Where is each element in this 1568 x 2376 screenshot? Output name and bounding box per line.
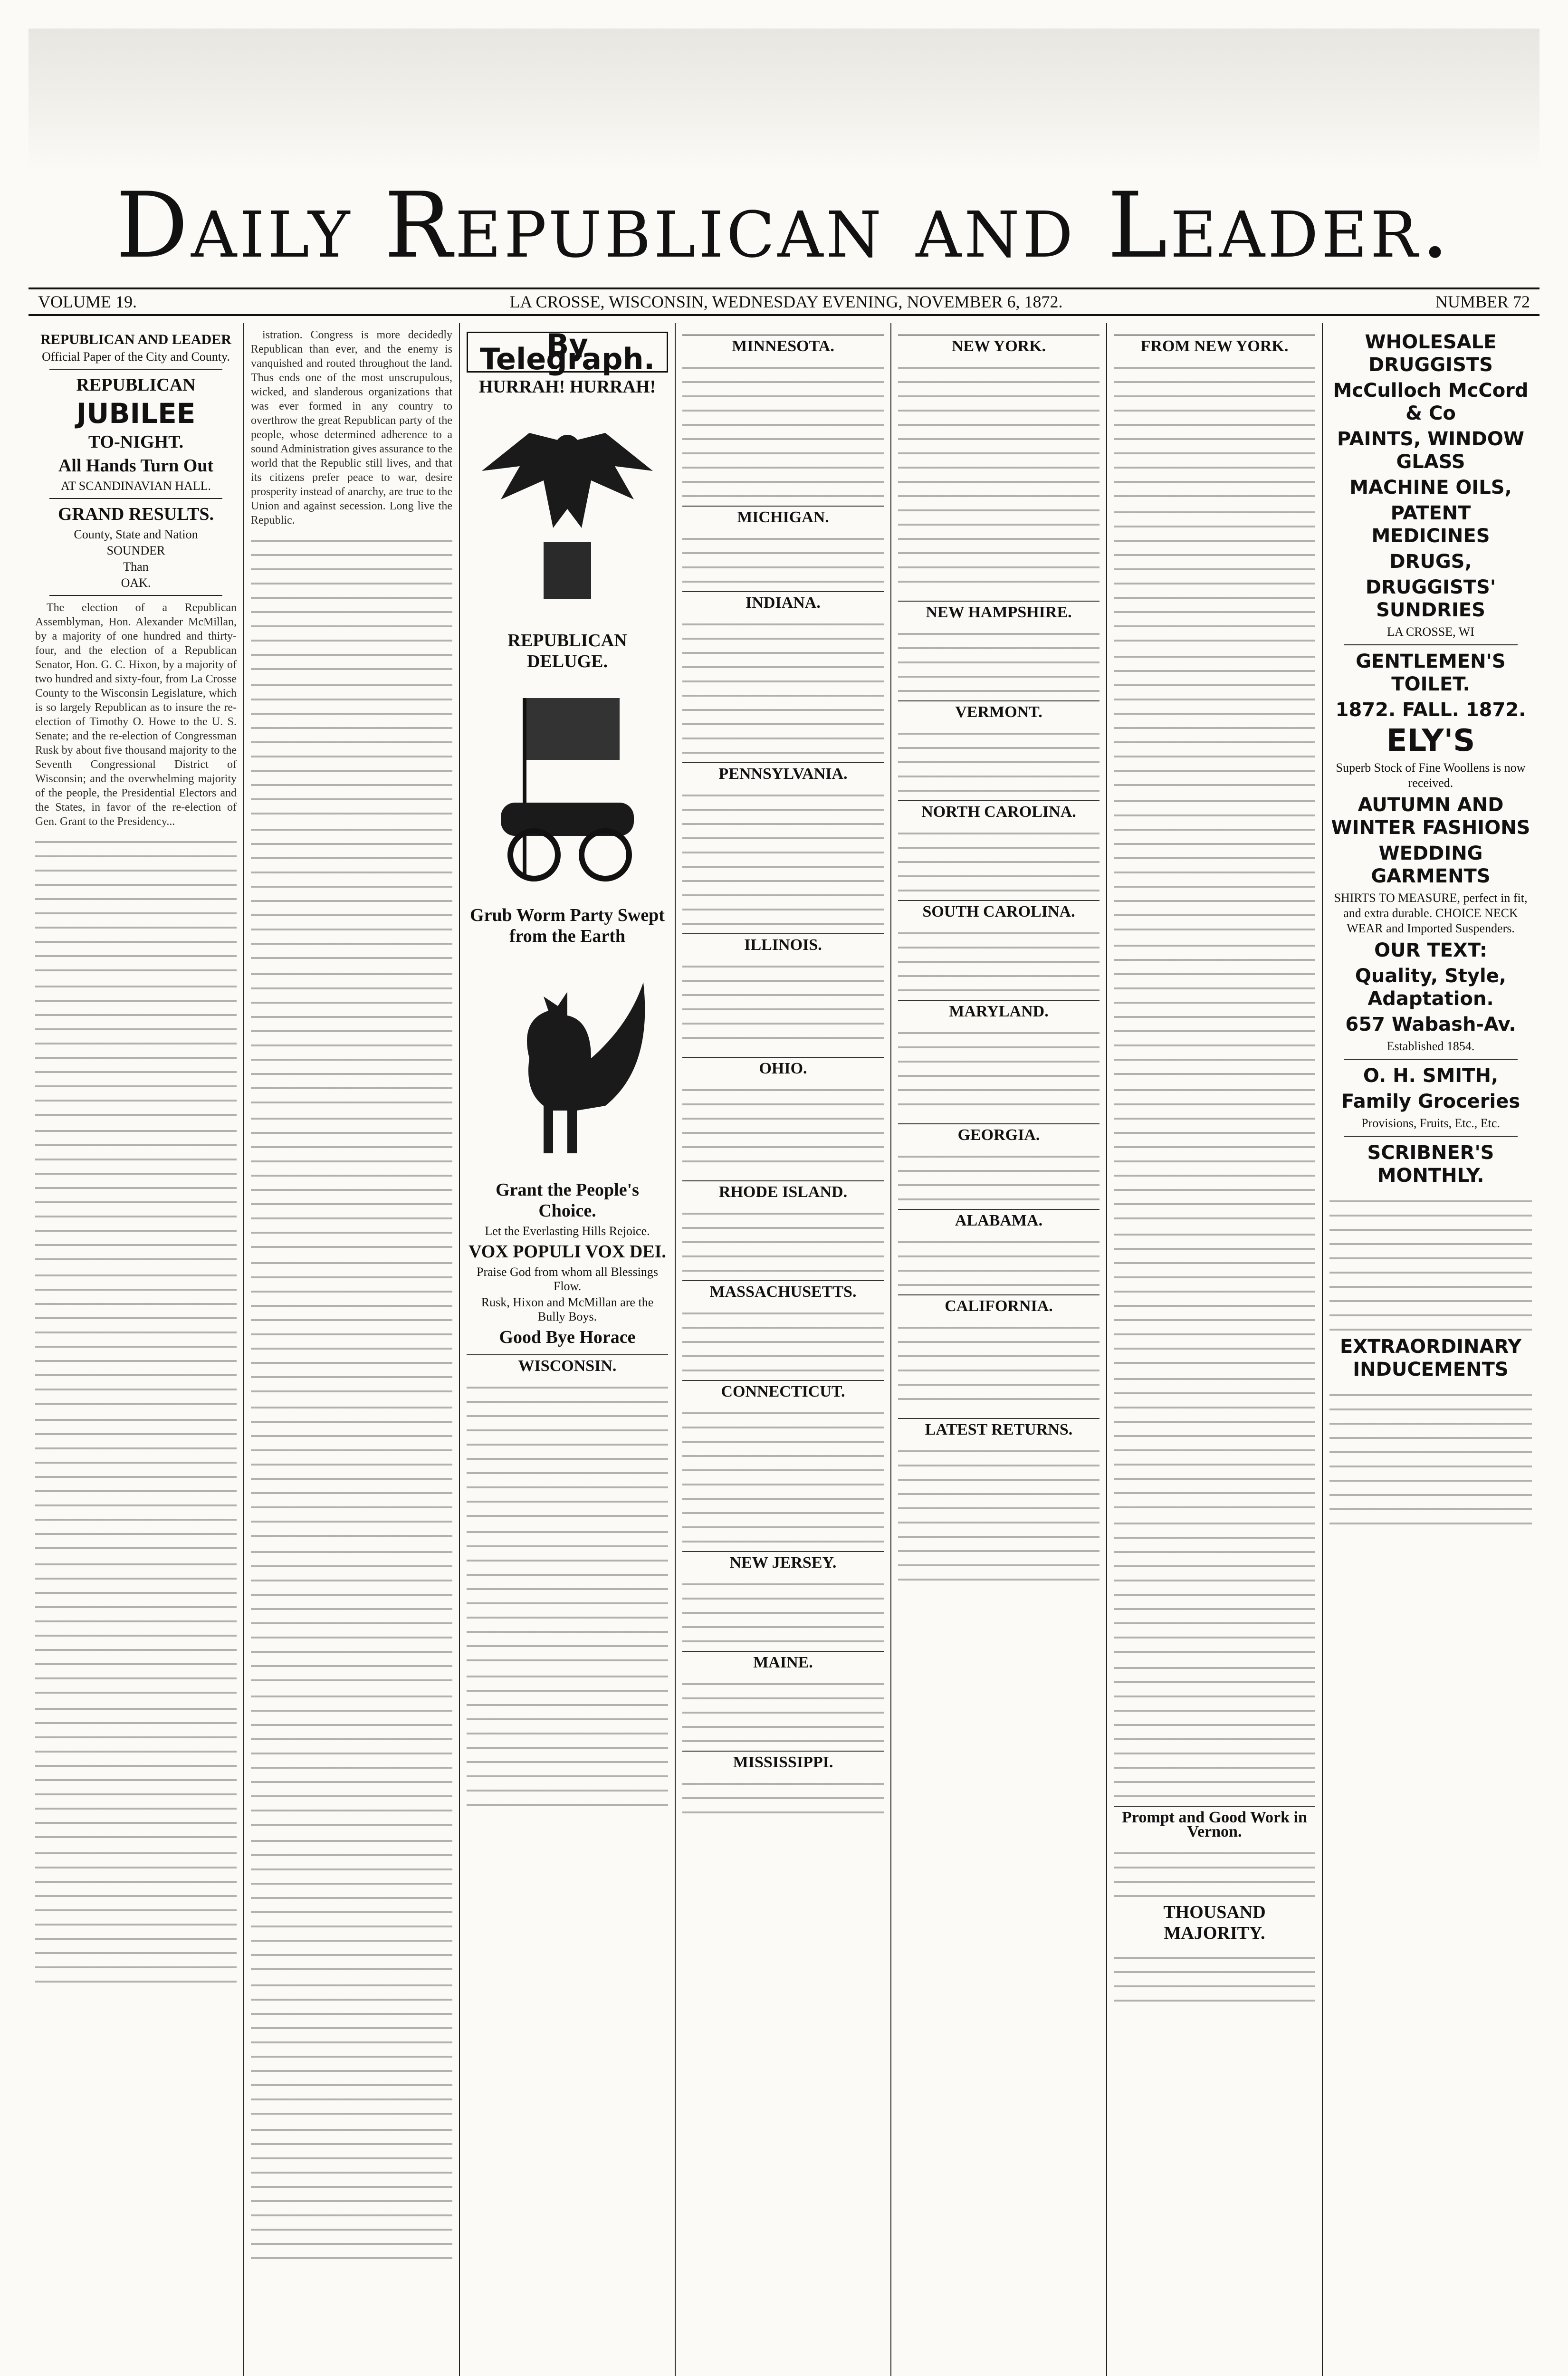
vernon-heading: Prompt and Good Work in Vernon. — [1114, 1806, 1315, 1839]
wisconsin-heading: WISCONSIN. — [467, 1354, 668, 1373]
article-body-fill — [35, 1120, 237, 1262]
rooster-icon — [472, 954, 662, 1172]
article-body-fill — [898, 922, 1100, 993]
than-line: Than — [123, 560, 149, 574]
ad-toilet: GENTLEMEN'S TOILET. — [1356, 651, 1506, 695]
article-body-fill — [1114, 1842, 1315, 1899]
ad-address: LA CROSSE, WI — [1387, 625, 1474, 639]
cannon-illustration — [467, 677, 668, 900]
state-heading: NEW YORK. — [898, 335, 1100, 354]
columns — [29, 323, 1539, 2376]
article-body-fill — [35, 975, 237, 1118]
dateline: LA CROSSE, WISCONSIN, WEDNESDAY EVENING, NOVEMBER 6, 1872. — [509, 292, 1063, 311]
state-heading: OHIO. — [682, 1057, 884, 1076]
article-body-fill — [898, 623, 1100, 694]
column-5 — [891, 323, 1107, 2376]
article-body-fill — [1114, 501, 1315, 643]
state-heading: CALIFORNIA. — [898, 1294, 1100, 1313]
oak-line: OAK. — [121, 576, 151, 590]
article-body-fill — [35, 1842, 237, 1984]
article-body-fill — [1329, 1190, 1532, 1332]
article-body-fill — [898, 356, 1100, 594]
state-heading: MICHIGAN. — [682, 506, 884, 525]
newspaper-page — [29, 29, 1539, 2376]
ad-quality: Quality, Style, Adaptation. — [1355, 965, 1507, 1010]
eagle-icon — [472, 404, 662, 623]
ad-mcculloch: McCulloch McCord & Co — [1333, 380, 1529, 424]
ad-elys: ELY'S — [1386, 723, 1475, 758]
ad-smith: O. H. SMITH, — [1363, 1065, 1499, 1087]
divider — [49, 369, 222, 370]
article-body-fill — [35, 1408, 237, 1551]
state-heading: SOUTH CAROLINA. — [898, 900, 1100, 919]
grand-results: GRAND RESULTS. — [57, 504, 214, 524]
ad-drugs: DRUGS, — [1389, 551, 1472, 573]
state-heading: GEORGIA. — [898, 1123, 1100, 1142]
divider — [49, 595, 222, 596]
jubilee-heading: JUBILEE — [76, 397, 196, 430]
ad-sundries: DRUGGISTS' SUNDRIES — [1365, 576, 1496, 621]
divider — [1344, 644, 1518, 645]
praise-heading: Praise God from whom all Blessings Flow. — [476, 1265, 659, 1293]
paper-name: REPUBLICAN AND LEADER — [40, 332, 231, 347]
ad-wabash: 657 Wabash-Av. — [1345, 1014, 1516, 1035]
article-body-fill — [898, 1440, 1100, 1582]
issue-number: NUMBER 72 — [1435, 292, 1530, 311]
hall-heading: AT SCANDINAVIAN HALL. — [60, 479, 211, 493]
column-7-ads — [1323, 323, 1539, 2376]
ad-oils: MACHINE OILS, — [1349, 477, 1512, 498]
republican-heading: REPUBLICAN — [76, 375, 196, 395]
ad-patent: PATENT MEDICINES — [1371, 502, 1490, 547]
ad-fall: 1872. FALL. 1872. — [1335, 699, 1526, 721]
ad-text-head: OUR TEXT: — [1374, 939, 1487, 961]
state-heading: VERMONT. — [898, 700, 1100, 719]
article-body-fill — [898, 822, 1100, 893]
state-heading: INDIANA. — [682, 591, 884, 610]
article-body-fill — [682, 1202, 884, 1274]
divider — [49, 498, 222, 499]
article-body-fill — [898, 1231, 1100, 1288]
state-heading: NEW JERSEY. — [682, 1551, 884, 1570]
bleed-through — [29, 29, 1539, 171]
article-body-fill — [1114, 1223, 1315, 1366]
ad-woollens: Superb Stock of Fine Woollens is now received. — [1336, 761, 1526, 790]
state-heading: MASSACHUSETTS. — [682, 1280, 884, 1299]
ad-provisions: Provisions, Fruits, Etc., Etc. — [1361, 1116, 1500, 1130]
ad-family: Family Groceries — [1341, 1091, 1520, 1112]
article-text: istration. Congress is more decidedly Republican than ever, and the enemy is vanquished and routed throughout the land. Thus ends one of the most unscrupulous, wicked, and slanderous organizations that was ever formed in any country to overthrow the great Republican party of the people, whose determined adherence to a sound Administration gives assurance to the world that the Republic still lives, and that its citizens prefer peace to war, desire prosperity instead of anarchy, are true to the Union and against secession. Long live the Republic. — [251, 329, 452, 527]
article-body-fill — [682, 1573, 884, 1644]
article-body-fill — [1114, 934, 1315, 1077]
ad-druggists: WHOLESALE DRUGGISTS — [1365, 331, 1497, 376]
divider — [1344, 1136, 1518, 1137]
sounder-line: SOUNDER — [106, 544, 165, 557]
article-body-fill — [251, 1830, 452, 1972]
column-1 — [29, 323, 244, 2376]
state-heading: CONNECTICUT. — [682, 1380, 884, 1399]
ad-established: Established 1854. — [1386, 1039, 1475, 1053]
article-body-fill — [251, 963, 452, 1105]
article-body-fill — [35, 1553, 237, 1696]
state-heading: NORTH CAROLINA. — [898, 800, 1100, 819]
article-body-fill — [251, 818, 452, 961]
ad-extra: EXTRAORDINARY INDUCEMENTS — [1339, 1336, 1522, 1380]
choice-heading: Grant the People's Choice. — [496, 1180, 639, 1221]
article-body-fill — [682, 1302, 884, 1373]
article-body-fill — [682, 784, 884, 927]
article-body-fill — [251, 1974, 452, 2117]
deluge-heading: REPUBLICAN DELUGE. — [507, 631, 627, 671]
state-heading: RHODE ISLAND. — [682, 1180, 884, 1199]
article-body-fill — [898, 1145, 1100, 1202]
article-body-fill — [1114, 1657, 1315, 1799]
article-body-fill — [682, 1079, 884, 1174]
article-text: The election of a Republican Assemblyman, Hon. Alexander McMillan, by a majority of one hundred and thirty-four, and the election of a Republican Senator, Hon. G. C. Hixon, by a majority of two hundred and sixty-four, from La Crosse County to the Wisconsin Legislature, which is so largely Republican as to insure the re-election of Timothy O. Howe to the U. S. Senate; and the re-election of Congressman Rusk by about five thousand majority to the Seventh Congressional District of Wisconsin; and the overwhelming majority of the people, the Presidential Electors and the States, in favor of the re-election of Gen. Grant to the Presidency... — [35, 602, 237, 828]
article-body-fill — [1114, 1368, 1315, 1510]
article-body-fill — [682, 955, 884, 1050]
state-heading: NEW HAMPSHIRE. — [898, 601, 1100, 620]
article-body-fill — [898, 1022, 1100, 1117]
majority-heading: THOUSAND MAJORITY. — [1163, 1902, 1266, 1943]
divider — [1344, 1059, 1518, 1060]
article-body-fill — [682, 1673, 884, 1744]
article-body-fill — [251, 1252, 452, 1394]
county-line: County, State and Nation — [74, 527, 198, 541]
article-body-fill — [1114, 1512, 1315, 1655]
state-heading: MAINE. — [682, 1651, 884, 1670]
article-body-fill — [467, 1376, 668, 1519]
ad-wedding: WEDDING GARMENTS — [1371, 843, 1491, 887]
article-body-fill — [1114, 1946, 1315, 2003]
tonight-heading: TO-NIGHT. — [88, 432, 184, 452]
column-2 — [244, 323, 460, 2376]
article-body-fill — [1114, 645, 1315, 788]
article-body-fill — [682, 1772, 884, 1820]
article-body-fill — [1329, 1384, 1532, 1526]
state-heading: ILLINOIS. — [682, 933, 884, 952]
article-body-fill — [251, 674, 452, 816]
article-body-fill — [251, 1685, 452, 1828]
rusk-heading: Rusk, Hixon and McMillan are the Bully Boys. — [481, 1295, 654, 1323]
state-heading: MINNESOTA. — [682, 335, 884, 354]
official-paper: Official Paper of the City and County. — [42, 350, 230, 364]
article-body-fill — [467, 1665, 668, 1808]
article-body-fill — [1114, 790, 1315, 932]
article-body-fill — [1114, 1079, 1315, 1221]
cannon-flag-icon — [472, 679, 662, 898]
article-body-fill — [251, 1396, 452, 1539]
eagle-illustration — [467, 402, 668, 625]
by-telegraph: By Telegraph. — [467, 332, 668, 373]
newspaper-title: Daily Republican and Leader. — [115, 173, 1453, 278]
article-body-fill — [467, 1521, 668, 1663]
ad-autumn: AUTUMN AND WINTER FASHIONS — [1331, 794, 1530, 839]
ad-scribner: SCRIBNER'S MONTHLY. — [1367, 1142, 1494, 1187]
column-6 — [1107, 323, 1323, 2376]
state-heading: MARYLAND. — [898, 1000, 1100, 1019]
dateline-bar — [29, 287, 1539, 316]
hurrah-heading: HURRAH! HURRAH! — [478, 377, 656, 397]
article-body-fill — [35, 831, 237, 973]
article-body-fill — [35, 1264, 237, 1407]
turnout-heading: All Hands Turn Out — [58, 456, 214, 476]
article-body-fill — [682, 1402, 884, 1544]
volume: VOLUME 19. — [38, 292, 137, 311]
column-3 — [460, 323, 676, 2376]
grub-heading: Grub Worm Party Swept from the Earth — [470, 905, 665, 946]
article-body-fill — [251, 529, 452, 672]
hills-heading: Let the Everlasting Hills Rejoice. — [485, 1224, 650, 1238]
state-heading: PENNSYLVANIA. — [682, 762, 884, 781]
vox-heading: VOX POPULI VOX DEI. — [468, 1242, 666, 1262]
article-body-fill — [251, 1541, 452, 1683]
article-body-fill — [682, 356, 884, 499]
article-body-fill — [251, 2118, 452, 2261]
from-new-york-heading: FROM NEW YORK. — [1114, 335, 1315, 354]
article-body-fill — [682, 527, 884, 584]
state-heading: MISSISSIPPI. — [682, 1751, 884, 1770]
article-body-fill — [682, 613, 884, 756]
goodbye-heading: Good Bye Horace — [499, 1327, 636, 1347]
rooster-illustration — [467, 951, 668, 1175]
article-body-fill — [251, 1107, 452, 1250]
ad-paints: PAINTS, WINDOW GLASS — [1337, 428, 1524, 473]
state-heading: ALABAMA. — [898, 1209, 1100, 1228]
article-body-fill — [898, 722, 1100, 794]
state-heading: LATEST RETURNS. — [898, 1418, 1100, 1437]
masthead — [29, 171, 1539, 280]
column-4 — [676, 323, 891, 2376]
article-body-fill — [898, 1316, 1100, 1411]
ad-shirts: SHIRTS TO MEASURE, perfect in fit, and extra durable. CHOICE NECK WEAR and Imported Suspenders. — [1334, 891, 1528, 935]
article-body-fill — [1114, 356, 1315, 499]
article-body-fill — [35, 1697, 237, 1840]
